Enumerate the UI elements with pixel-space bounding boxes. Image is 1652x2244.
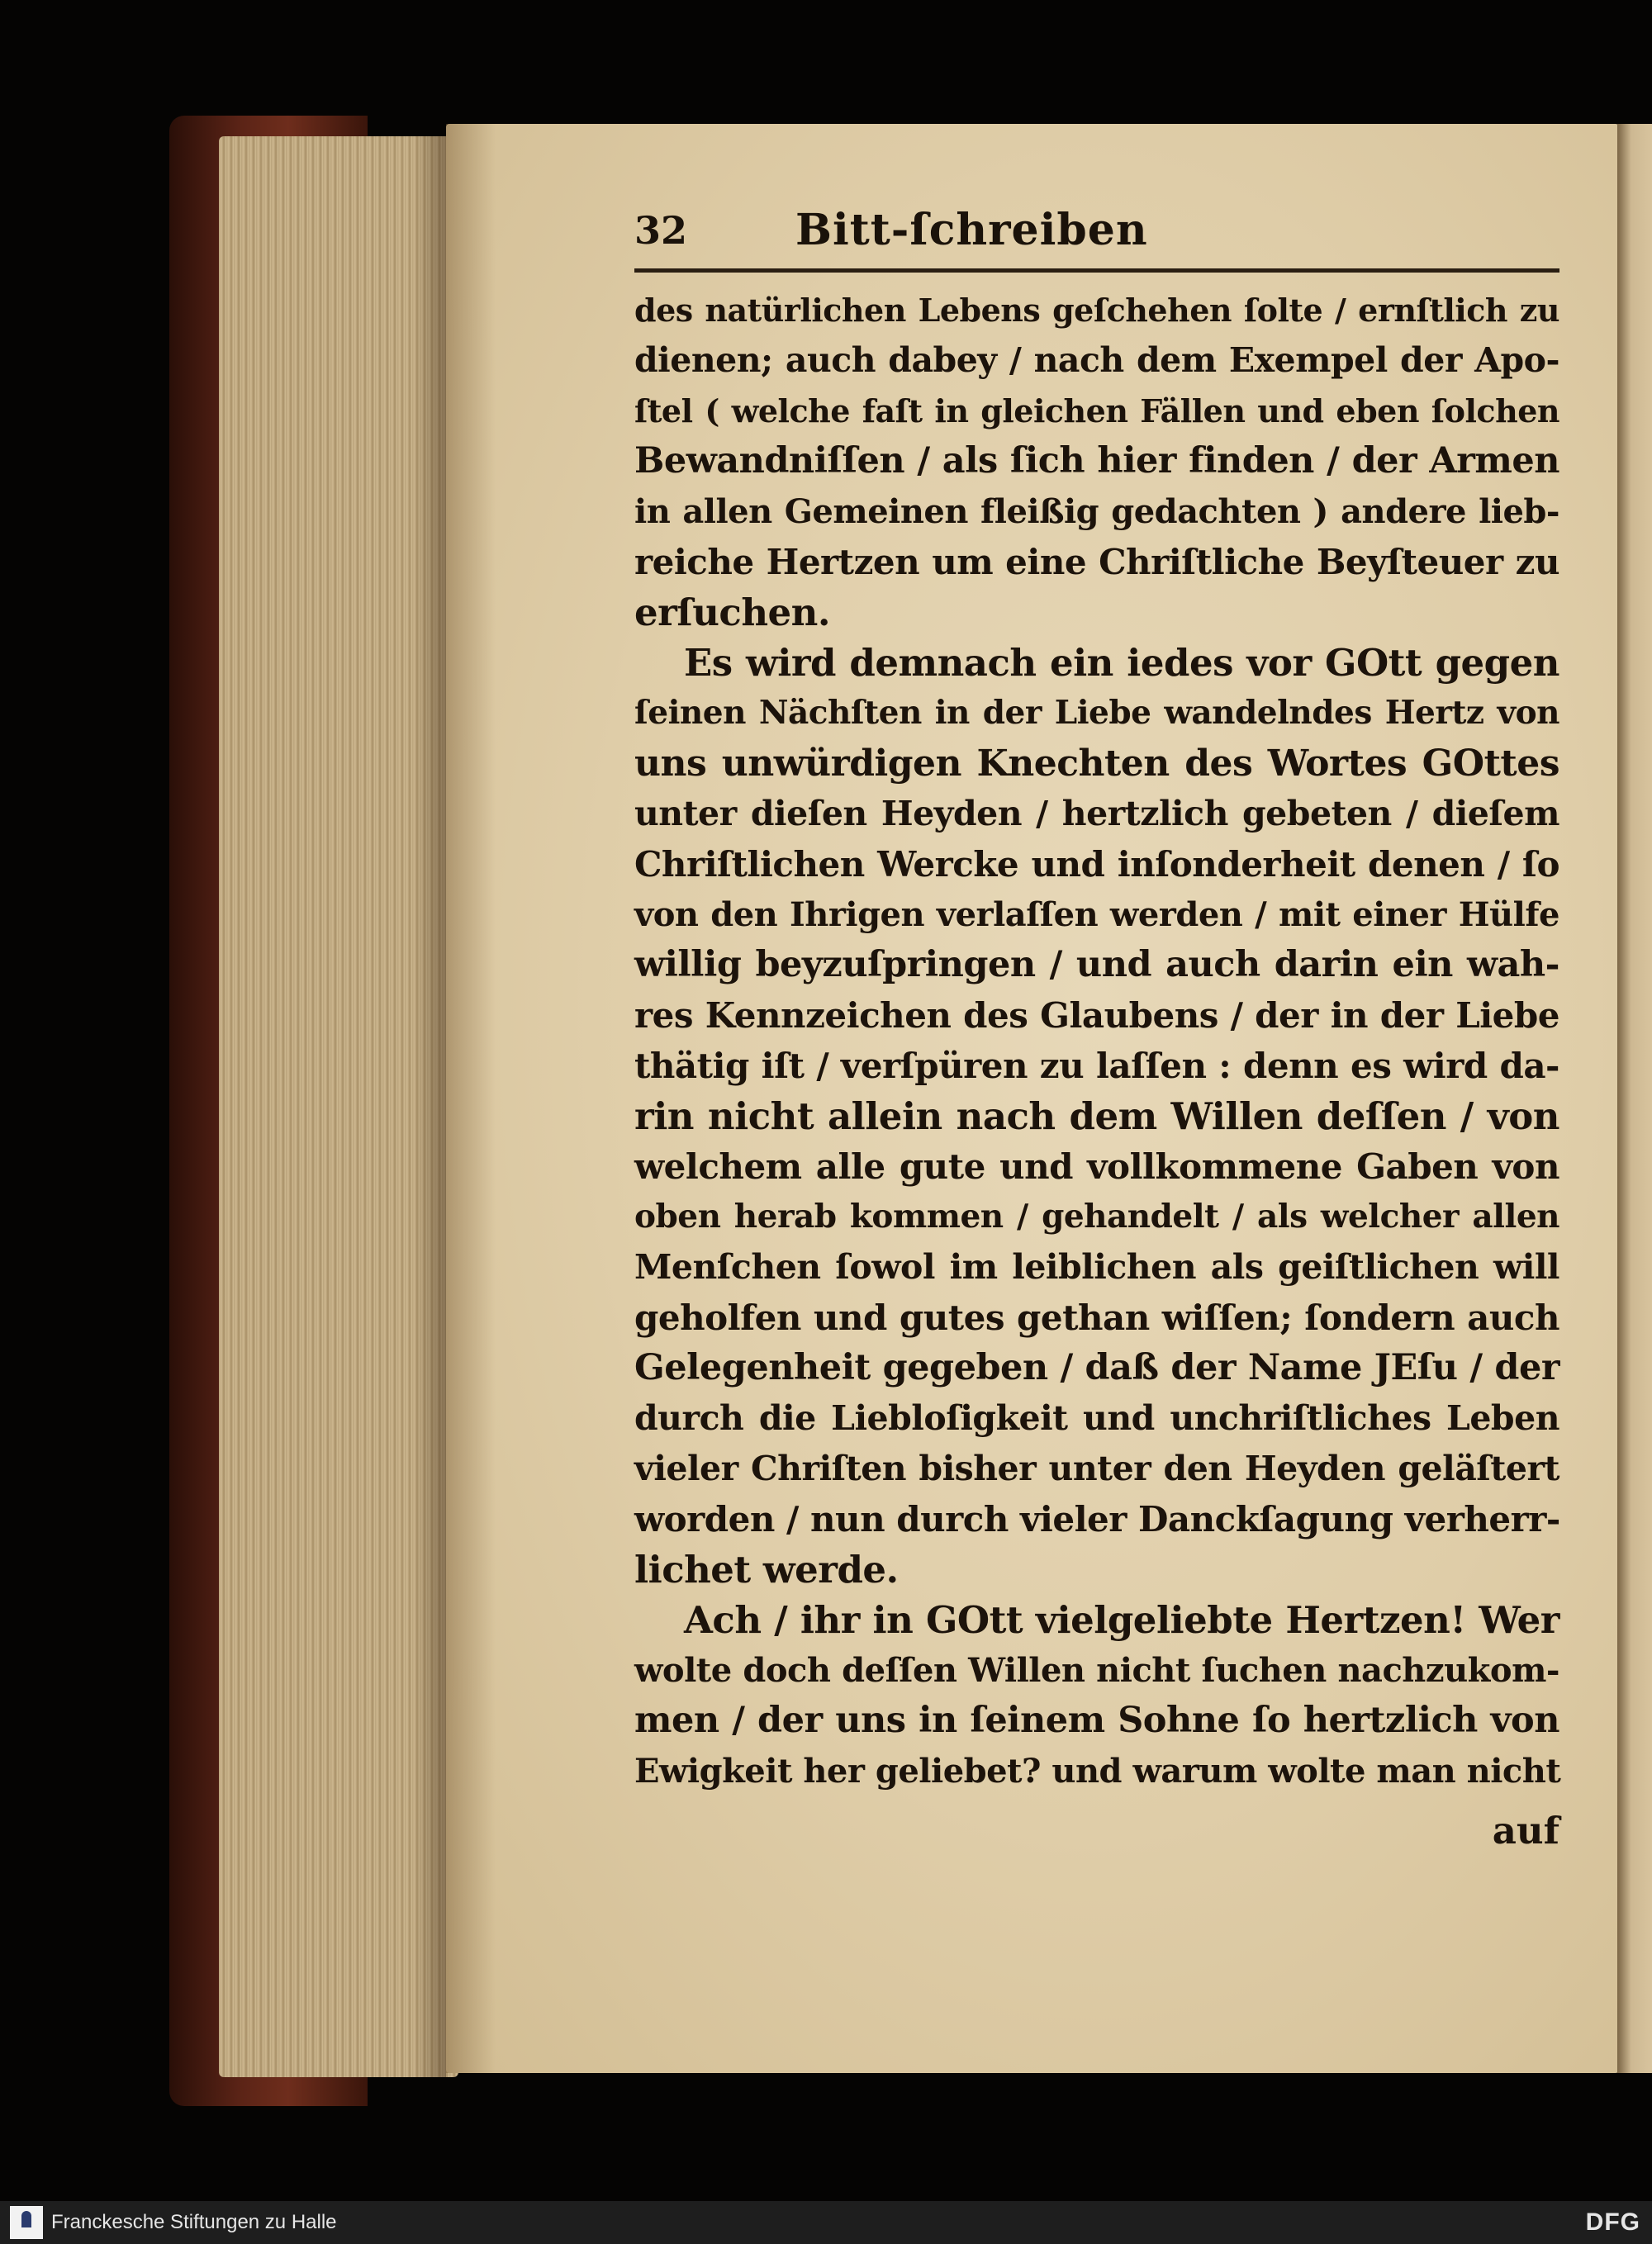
- logo-emblem-icon: [21, 2211, 31, 2227]
- text-line: lichet werde.: [634, 1548, 899, 1592]
- text-line: in allen Gemeinen fleißig gedachten ) andere lieb-: [634, 492, 1559, 531]
- running-head: [634, 198, 1559, 264]
- text-line: des natürlichen Lebens geſchehen ſolte / ernſtlich zu: [634, 292, 1559, 329]
- text-line: wolte doch deſſen Willen nicht ſuchen nachzukom-: [634, 1651, 1559, 1690]
- text-line: Chriſtlichen Wercke und inſonderheit denen / ſo: [634, 844, 1559, 885]
- text-line: Gelegenheit gegeben / daß der Name JEſu / der: [634, 1347, 1559, 1388]
- page-number: 32: [634, 208, 688, 253]
- text-line: Menſchen ſowol im leiblichen als geiſtlichen will: [634, 1247, 1559, 1287]
- text-line: reiche Hertzen um eine Chriſtliche Beyſteuer zu: [634, 542, 1559, 582]
- edge-shadow: [413, 136, 446, 2077]
- header-rule: [634, 268, 1559, 273]
- text-line: Es wird demnach ein iedes vor GOtt gegen: [684, 641, 1559, 685]
- page-gutter: [446, 124, 496, 2073]
- text-line: vieler Chriſten bisher unter den Heyden geläſtert: [634, 1449, 1559, 1488]
- text-line: Ach / ihr in GOtt vielgeliebte Hertzen! Wer: [684, 1598, 1559, 1642]
- text-line: erſuchen.: [634, 591, 831, 634]
- text-line: oben herab kommen / gehandelt / als welcher allen: [634, 1198, 1559, 1236]
- footer-funder-logo: DFG: [1585, 2208, 1640, 2236]
- text-line: worden / nun durch vieler Danckſagung verherr-: [634, 1499, 1560, 1539]
- text-line: ſtel ( welche faſt in gleichen Fällen und eben ſolchen: [634, 392, 1559, 429]
- text-line: thätig iſt / verſpüren zu laſſen : denn es wird da-: [634, 1046, 1559, 1086]
- institution-logo-icon: [10, 2206, 43, 2239]
- text-line: dienen; auch dabey / nach dem Exempel der Apo-: [634, 340, 1559, 380]
- text-line: Ewigkeit her geliebet? und warum wolte man nicht: [634, 1752, 1561, 1791]
- catchword: auf: [1492, 1809, 1559, 1853]
- facing-page: [1617, 124, 1652, 2073]
- body-text: [634, 285, 1559, 1796]
- text-line: ſeinen Nächſten in der Liebe wandelndes Hertz von: [634, 694, 1559, 732]
- text-line: uns unwürdigen Knechten des Wortes GOttes: [634, 742, 1559, 785]
- text-line: unter dieſen Heyden / hertzlich gebeten / dieſem: [634, 794, 1559, 833]
- text-line: von den Ihrigen verlaſſen werden / mit einer Hülfe: [634, 895, 1559, 934]
- text-line: Bewandniſſen / als ſich hier finden / der Armen: [634, 440, 1559, 482]
- text-line: men / der uns in ſeinem Sohne ſo hertzlich von: [634, 1700, 1559, 1741]
- footer-organization: Franckesche Stiftungen zu Halle: [51, 2211, 337, 2233]
- text-line: res Kennzeichen des Glaubens / der in der Liebe: [634, 995, 1559, 1036]
- text-line: welchem alle gute und vollkommene Gaben von: [634, 1146, 1559, 1187]
- text-line: geholfen und gutes gethan wiſſen; ſondern auch: [634, 1298, 1559, 1338]
- text-line: rin nicht allein nach dem Willen deſſen / von: [634, 1094, 1559, 1138]
- footer-bar: [0, 2201, 1652, 2244]
- text-line: willig beyzuſpringen / und auch darin ein wah-: [634, 944, 1559, 985]
- text-line: durch die Liebloſigkeit und unchriſtliches Leben: [634, 1398, 1559, 1438]
- running-title: Bitt-ſchreiben: [795, 205, 1148, 255]
